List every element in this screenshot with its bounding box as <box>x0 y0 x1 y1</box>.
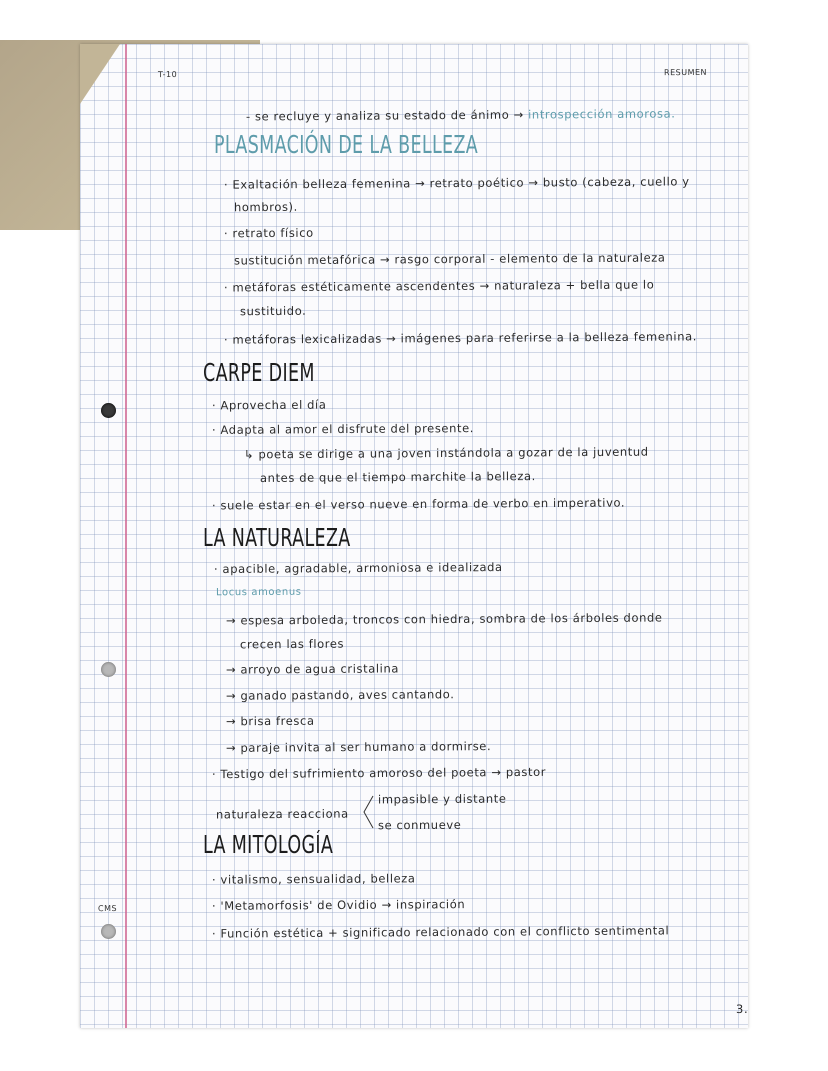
belleza-line: · retrato físico <box>223 225 314 241</box>
locus-item: → ganado pastando, aves cantando. <box>225 687 455 703</box>
binder-hole-icon <box>101 662 116 677</box>
binder-hole-icon <box>101 924 116 939</box>
belleza-line: sustituido. <box>239 303 307 319</box>
belleza-line: sustitución metafórica → rasgo corporal - elemento de la naturaleza <box>233 250 666 268</box>
page-code: T-10 <box>157 69 178 80</box>
locus-item: → paraje invita al ser humano a dormirse. <box>225 739 492 755</box>
naturaleza-subtitle: Locus amoenus <box>215 586 302 599</box>
belleza-line: hombros). <box>233 199 298 215</box>
mitologia-line: · Función estética + significado relacionado con el conflicto sentimental <box>211 923 670 941</box>
locus-item: → arroyo de agua cristalina <box>225 661 400 677</box>
mitologia-line: · vitalismo, sensualidad, belleza <box>211 871 416 887</box>
carpe-line: · Aprovecha el día <box>211 397 327 413</box>
belleza-line: · metáforas lexicalizadas → imágenes para referirse a la belleza femenina. <box>223 329 698 347</box>
heading-naturaleza: LA NATURALEZA <box>203 523 351 552</box>
carpe-line: · suele estar en el verso nueve en forma de verbo en imperativo. <box>211 495 626 513</box>
belleza-line: · Exaltación belleza femenina → retrato poético → busto (cabeza, cuello y <box>223 174 690 192</box>
page-number: 3. <box>735 1001 749 1017</box>
mitologia-line: · 'Metamorfosis' de Ovidio → inspiración <box>211 897 466 913</box>
locus-item: → brisa fresca <box>225 713 315 729</box>
carpe-line: ↳ poeta se dirige a una joven instándola a gozar de la juventud <box>243 444 649 462</box>
brace-icon <box>360 794 376 830</box>
folded-corner <box>80 44 120 104</box>
locus-item: crecen las flores <box>239 636 345 652</box>
naturaleza-line: · apacible, agradable, armoniosa e idealizada <box>213 559 503 577</box>
heading-mitologia: LA MITOLOGÍA <box>203 830 334 859</box>
margin-note: CMS <box>97 903 118 914</box>
carpe-line: · Adapta al amor el disfrute del presente. <box>211 421 475 437</box>
branch-top: impasible y distante <box>377 791 507 807</box>
page-section: RESUMEN <box>663 67 708 78</box>
heading-carpe-diem: CARPE DIEM <box>203 358 315 387</box>
belleza-line: · metáforas estéticamente ascendentes → naturaleza + bella que lo <box>223 277 655 295</box>
intro-highlight: introspección amorosa. <box>528 106 676 122</box>
heading-belleza: PLASMACIÓN DE LA BELLEZA <box>214 130 479 159</box>
naturaleza-reacciona: naturaleza reacciona <box>215 806 349 822</box>
branch-bottom: se conmueve <box>377 817 462 833</box>
naturaleza-testigo: · Testigo del sufrimiento amoroso del poeta → pastor <box>211 764 547 782</box>
binder-hole-icon <box>101 403 116 418</box>
margin-line <box>125 44 127 1028</box>
locus-item: → espesa arboleda, troncos con hiedra, sombra de los árboles donde <box>225 610 663 628</box>
carpe-line: antes de que el tiempo marchite la belleza. <box>259 469 536 485</box>
intro-line: - se recluye y analiza su estado de ánimo → introspección amorosa. <box>245 106 676 124</box>
